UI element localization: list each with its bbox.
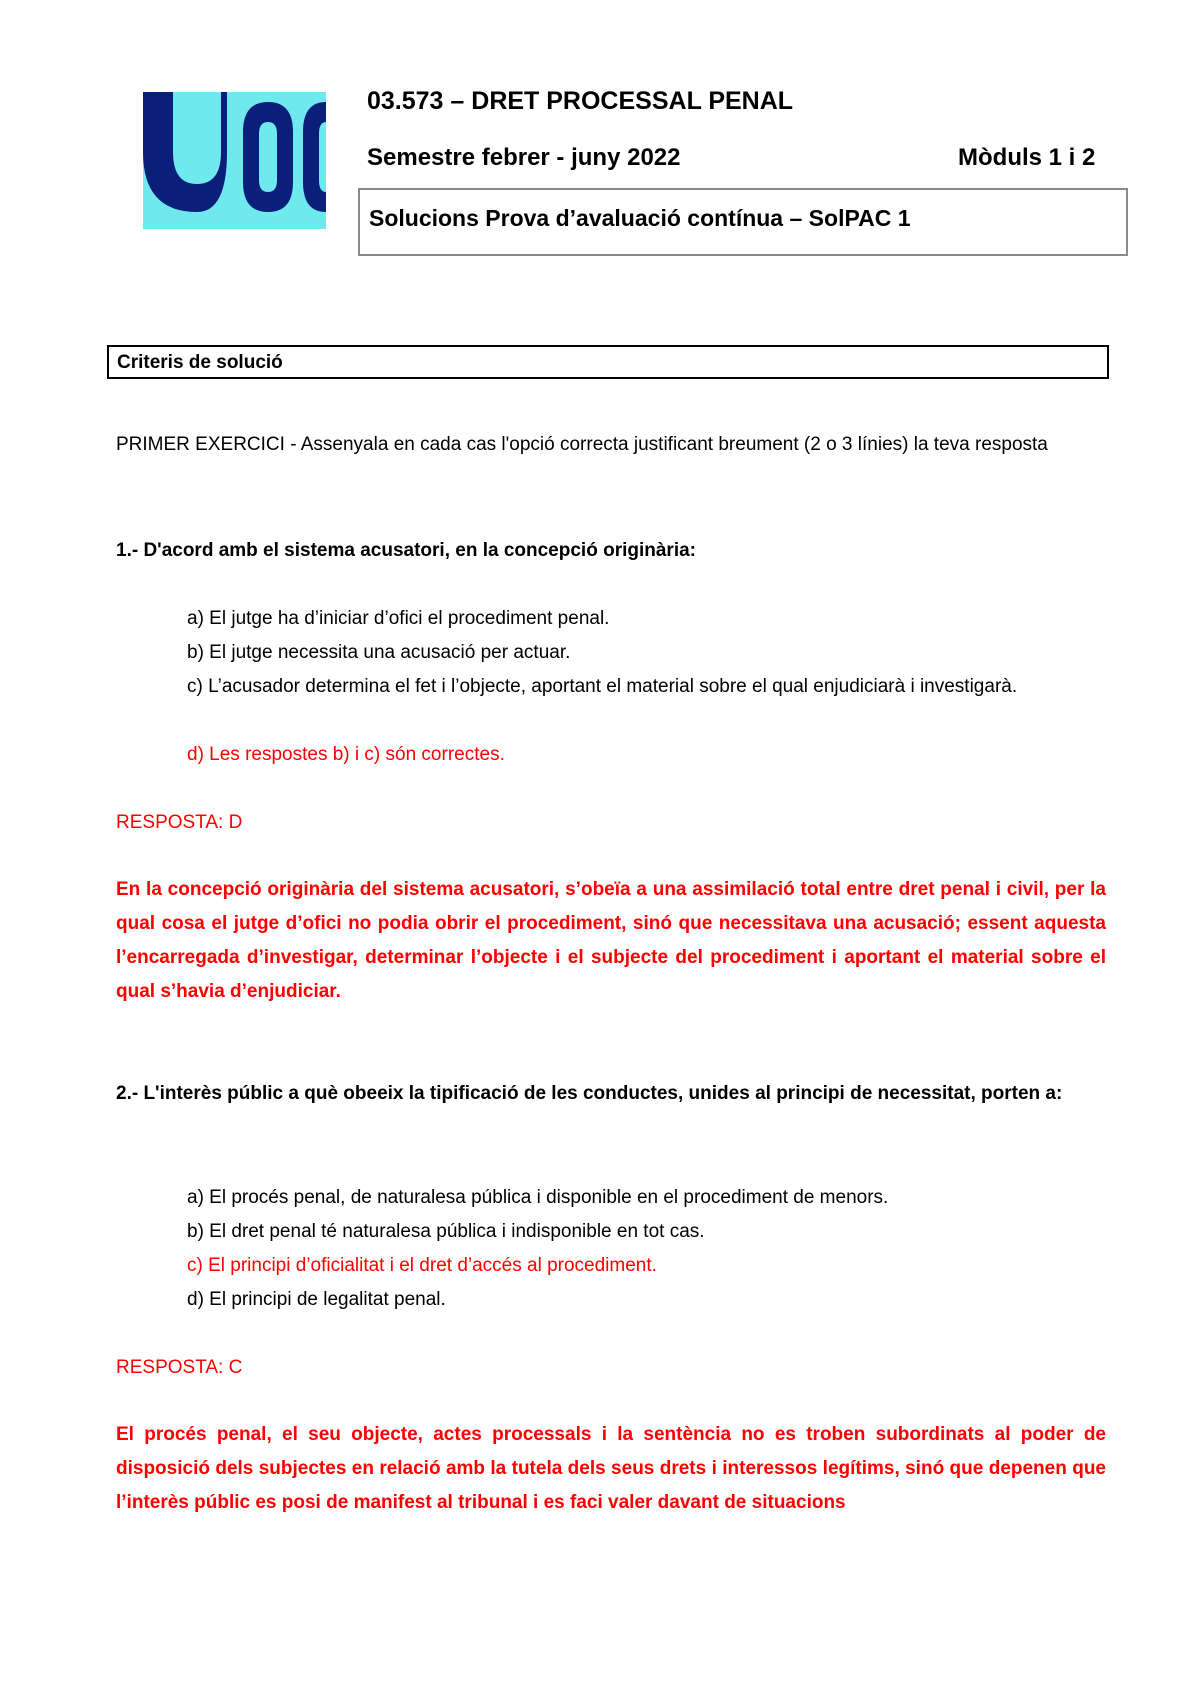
question-1-option-c: c) L’acusador determina el fet i l’objecte, aportant el material sobre el qual enjudiciarà i investigarà. [187,676,1018,697]
question-2-justification: El procés penal, el seu objecte, actes processals i la sentència no es troben subordinats al poder de disposició dels subjectes en relació amb la tutela dels seus drets i interessos legítims, sinó que depenen que l’interès públic es posi de manifest al tribunal i es faci valer davant de situacions [116,1424,1106,1513]
question-1-justification: En la concepció originària del sistema acusatori, s’obeïa a una assimilació total entre dret penal i civil, per la qual cosa el jutge d’ofici no podia obrir el procediment, sinó que necessitava una acusació; essent aquesta l’encarregada d’investigar, determinar l’objecte i el subjecte del procediment i aportant el material sobre el qual s’havia d’enjudiciar. [116,879,1106,1002]
question-2-prompt: 2.- L'interès públic a què obeeix la tipificació de les conductes, unides al principi de necessitat, porten a: [116,1083,1063,1104]
question-1-option-a: a) El jutge ha d’iniciar d’ofici el procediment penal. [187,608,610,629]
question-1-option-d: d) Les respostes b) i c) són correctes. [187,744,505,765]
question-2-answer: RESPOSTA: C [116,1357,243,1378]
question-2-option-d: d) El principi de legalitat penal. [187,1289,446,1310]
question-2-option-a: a) El procés penal, de naturalesa pública i disponible en el procediment de menors. [187,1187,889,1208]
question-1-option-b: b) El jutge necessita una acusació per actuar. [187,642,571,663]
question-1-prompt: 1.- D'acord amb el sistema acusatori, en la concepció originària: [116,540,696,561]
exercise-heading: PRIMER EXERCICI - Assenyala en cada cas l'opció correcta justificant breument (2 o 3 línies) la teva resposta [116,434,1048,455]
modules-label: Mòduls 1 i 2 [958,144,1096,171]
pac-title-box [358,188,1128,256]
uoc-logo [143,92,326,229]
criteria-box [107,345,1109,379]
criteria-label: Criteris de solució [117,352,283,373]
question-2-option-b: b) El dret penal té naturalesa pública i indisponible en tot cas. [187,1221,705,1242]
pac-title: Solucions Prova d’avaluació contínua – SolPAC 1 [369,205,911,231]
semester-label: Semestre febrer - juny 2022 [367,144,681,171]
question-1-answer: RESPOSTA: D [116,812,243,833]
course-title: 03.573 – DRET PROCESSAL PENAL [367,87,794,115]
uoc-logo-mark [143,92,326,229]
question-2-option-c: c) El principi d’oficialitat i el dret d’accés al procediment. [187,1255,657,1276]
